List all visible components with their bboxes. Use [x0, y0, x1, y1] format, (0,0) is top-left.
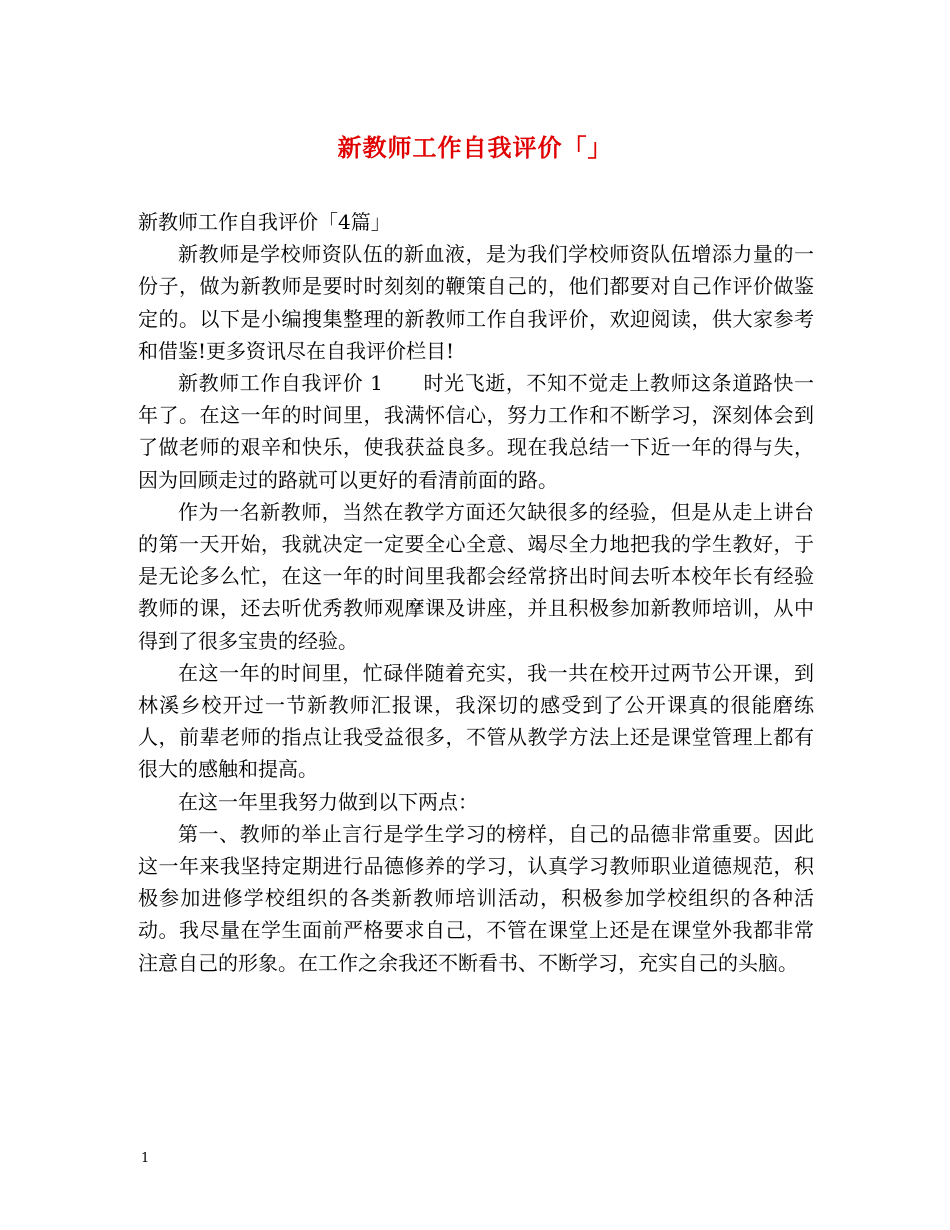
document-title: 新教师工作自我评价「」: [337, 133, 613, 162]
body-paragraph: 在这一年的时间里，忙碌伴随着充实，我一共在校开过两节公开课，到林溪乡校开过一节新教师汇报课，我深切的感受到了公开课真的很能磨练人，前辈老师的指点让我受益很多，不管从教学方法上还是课堂管理上都有很大的感触和提高。: [138, 660, 814, 782]
document-subtitle: 新教师工作自我评价「4篇」: [138, 210, 391, 234]
document-body: [138, 206, 814, 979]
intro-paragraph: 新教师是学校师资队伍的新血液，是为我们学校师资队伍增添力量的一份子，做为新教师是要时时刻刻的鞭策自己的，他们都要对自己作评价做鉴定的。以下是小编搜集整理的新教师工作自我评价，欢迎阅读，供大家参考和借鉴!更多资讯尽在自我评价栏目!: [138, 242, 814, 363]
section-first-text: 时光飞逝，不知不觉走上教师这条道路快一年了。在这一年的时间里，我满怀信心，努力工作和不断学习，深刻体会到了做老师的艰辛和快乐，使我获益良多。现在我总结一下近一年的得与失，因为回顾走过的路就可以更好的看清前面的路。: [138, 371, 814, 492]
page-number: 1: [141, 1151, 150, 1166]
body-paragraph: 在这一年里我努力做到以下两点：: [178, 789, 478, 814]
body-paragraph: 第一、教师的举止言行是学生学习的榜样，自己的品德非常重要。因此这一年来我坚持定期进行品德修养的学习，认真学习教师职业道德规范，积极参加进修学校组织的各类新教师培训活动，积极参加学校组织的各种活动。我尽量在学生面前严格要求自己，不管在课堂上还是在课堂外我都非常注意自己的形象。在工作之余我还不断看书、不断学习，充实自己的头脑。: [138, 821, 814, 975]
body-paragraph: 作为一名新教师，当然在教学方面还欠缺很多的经验，但是从走上讲台的第一天开始，我就决定一定要全心全意、竭尽全力地把我的学生教好，于是无论多么忙，在这一年的时间里我都会经常挤出时间去听本校年长有经验教师的课，还去听优秀教师观摩课及讲座，并且积极参加新教师培训，从中得到了很多宝贵的经验。: [138, 499, 814, 653]
section-heading: 新教师工作自我评价 1: [178, 371, 383, 396]
section-1-paragraph: [138, 367, 814, 496]
